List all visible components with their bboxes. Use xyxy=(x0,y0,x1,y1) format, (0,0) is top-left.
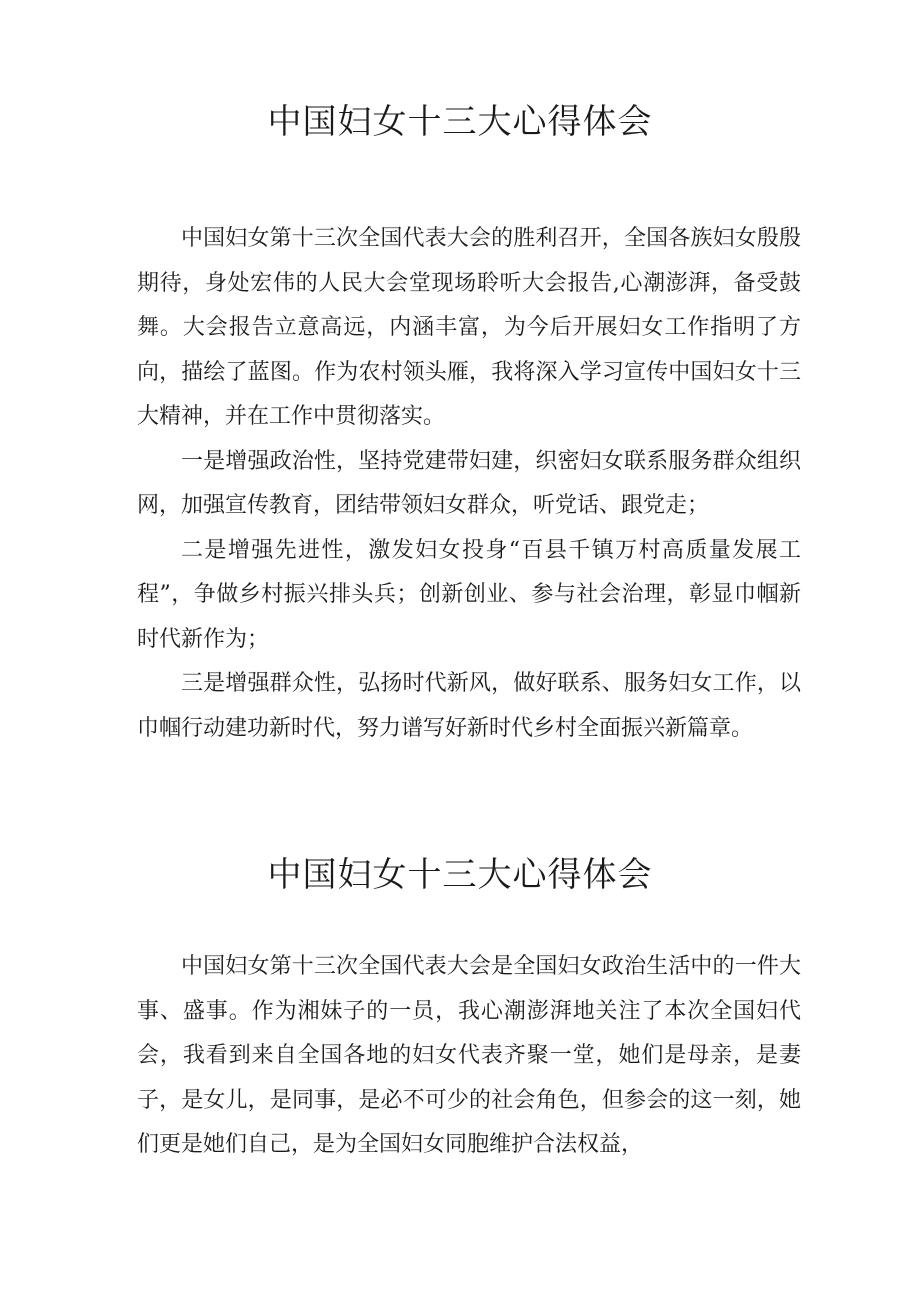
paragraph: 二是增强先进性，激发妇女投身“百县千镇万村高质量发展工程”，争做乡村振兴排头兵；创新创业、参与社会治理，彰显巾帼新时代新作为； xyxy=(137,537,801,652)
section-title-1: 中国妇女十三大心得体会 xyxy=(267,102,653,142)
paragraph: 三是增强群众性，弘扬时代新风，做好联系、服务妇女工作，以巾帼行动建功新时代，努力谱写好新时代乡村全面振兴新篇章。 xyxy=(137,671,801,741)
paragraph: 一是增强政治性，坚持党建带妇建，织密妇女联系服务群众组织网，加强宣传教育，团结带领妇女群众，听党话、跟党走； xyxy=(137,448,801,518)
paragraph: 中国妇女第十三次全国代表大会是全国妇女政治生活中的一件大事、盛事。作为湘妹子的一员，我心潮澎湃地关注了本次全国妇代会，我看到来自全国各地的妇女代表齐聚一堂，她们是母亲，是妻子，是女儿，是同事，是必不可少的社会角色，但参会的这一刻，她们更是她们自己，是为全国妇女同胞维护合法权益， xyxy=(137,954,801,1157)
section-title-2: 中国妇女十三大心得体会 xyxy=(267,855,653,895)
section-body-2 xyxy=(137,945,801,1168)
paragraph: 中国妇女第十三次全国代表大会的胜利召开，全国各族妇女殷殷期待，身处宏伟的人民大会堂现场聆听大会报告,心潮澎湃，备受鼓舞。大会报告立意高远，内涵丰富，为今后开展妇女工作指明了方向，描绘了蓝图。作为农村领头雁，我将深入学习宣传中国妇女十三大精神，并在工作中贯彻落实。 xyxy=(137,226,801,429)
section-body-1 xyxy=(137,217,801,751)
